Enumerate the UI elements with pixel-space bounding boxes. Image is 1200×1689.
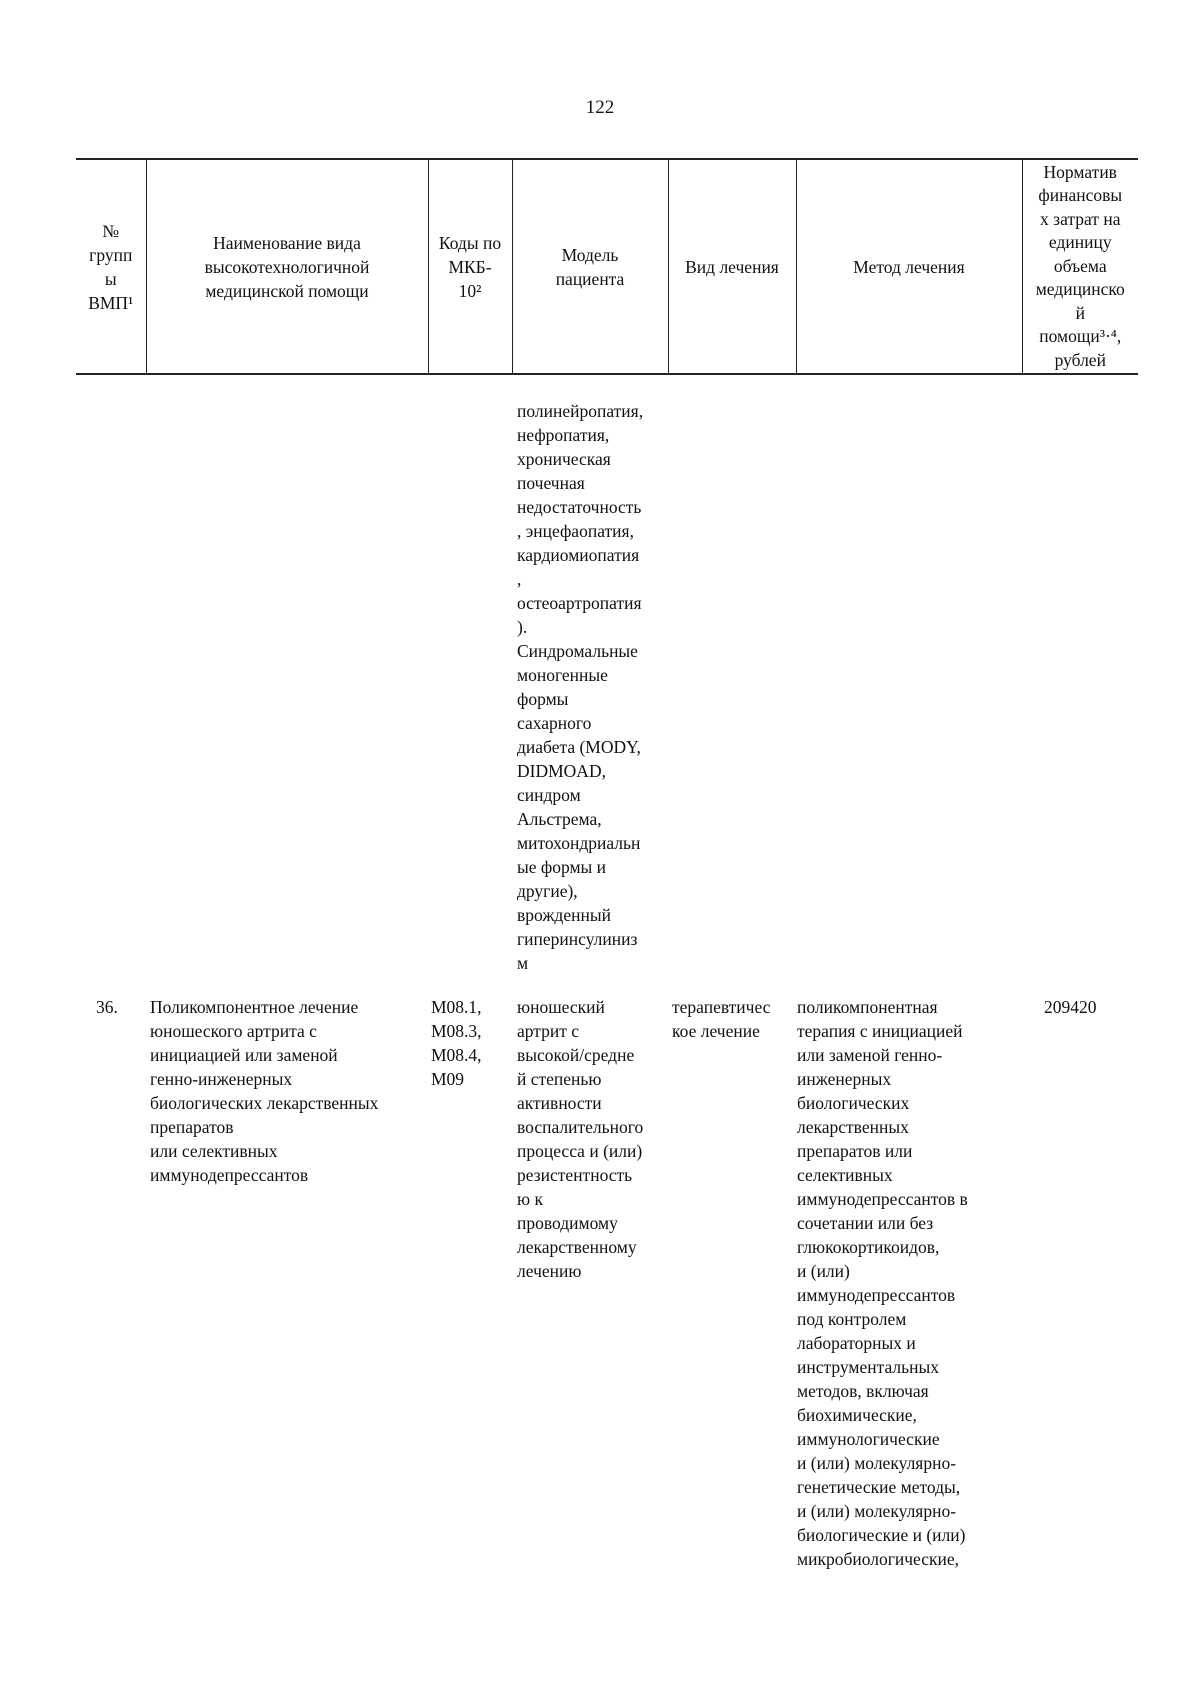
text-line: врожденный: [517, 905, 611, 925]
text-line: хроническая: [517, 449, 611, 469]
text-line: ,: [517, 569, 522, 589]
text-line: групп: [89, 244, 133, 265]
text-line: иммунодепрессантов: [797, 1285, 956, 1305]
text-line: ые формы и: [517, 857, 607, 877]
text-line: сахарного: [517, 713, 592, 733]
text-line: проводимому: [517, 1213, 618, 1233]
text-line: генно-инженерных: [150, 1069, 293, 1089]
text-line: юношеский: [517, 997, 605, 1017]
text-line: Коды по: [438, 232, 502, 253]
text-line: 10²: [458, 280, 482, 301]
text-line: другие),: [517, 881, 578, 901]
text-line: кардиомиопатия: [517, 545, 640, 565]
text-line: лекарственному: [517, 1237, 637, 1257]
page-number: 122: [585, 97, 615, 118]
text-line: №: [102, 220, 120, 241]
text-line: биологические и (или): [797, 1525, 966, 1545]
text-line: селективных: [797, 1165, 893, 1185]
header-icd-codes: [428, 159, 512, 374]
text-line: биологических лекарственных: [150, 1093, 379, 1113]
text-line: инженерных: [797, 1069, 892, 1089]
row36-treatment-kind: [672, 995, 770, 1043]
text-line: высокой/средне: [517, 1045, 635, 1065]
text-line: х затрат на: [1040, 208, 1121, 229]
text-line: ы: [104, 268, 117, 289]
text-line: микробиологические,: [797, 1549, 960, 1569]
text-line: остеоартропатия: [517, 593, 642, 613]
text-line: глюкокортикоидов,: [797, 1237, 940, 1257]
text-line: препаратов или: [797, 1141, 913, 1161]
header-treatment-kind: [668, 159, 796, 374]
text-line: Наименование вида: [213, 232, 361, 253]
header-cost-norm: [1022, 159, 1138, 374]
text-line: Норматив: [1043, 161, 1117, 182]
text-line: под контролем: [797, 1309, 907, 1329]
text-line: препаратов: [150, 1117, 234, 1137]
header-patient-model: [512, 159, 668, 374]
text-line: артрит с: [517, 1021, 580, 1041]
text-line: лечению: [517, 1261, 582, 1281]
text-line: , энцефаопатия,: [517, 521, 634, 541]
text-line: лекарственных: [797, 1117, 909, 1137]
text-line: активности: [517, 1093, 602, 1113]
text-line: синдром: [517, 785, 581, 805]
header-treatment-method: [796, 159, 1022, 374]
row36-cost-norm: 209420: [1044, 997, 1097, 1017]
text-line: иммунодепрессантов в: [797, 1189, 968, 1209]
text-line: Метод лечения: [853, 256, 965, 277]
text-line: и (или) молекулярно-: [797, 1453, 957, 1473]
header-group-number: [76, 159, 146, 374]
text-line: ю к: [517, 1189, 543, 1209]
text-line: M09: [431, 1069, 465, 1089]
text-line: м: [517, 953, 529, 973]
text-line: методов, включая: [797, 1381, 929, 1401]
text-line: единицу: [1048, 232, 1112, 253]
text-line: й степенью: [517, 1069, 602, 1089]
text-line: полинейропатия,: [517, 401, 644, 421]
text-line: МКБ-: [448, 256, 492, 277]
text-line: помощи³·⁴,: [1039, 326, 1122, 347]
row36-patient-model: [517, 995, 643, 1283]
text-line: M08.1,: [431, 997, 482, 1017]
text-line: биохимические,: [797, 1405, 917, 1425]
text-line: Модель: [561, 244, 619, 265]
text-line: пациента: [555, 268, 625, 289]
text-line: или селективных: [150, 1141, 278, 1161]
row36-icd-codes: [431, 995, 482, 1091]
text-line: процесса и (или): [517, 1141, 643, 1161]
text-line: DIDMOAD,: [517, 761, 606, 781]
text-line: терапия с инициацией: [797, 1021, 963, 1041]
text-line: ).: [517, 617, 528, 637]
text-line: или заменой генно-: [797, 1045, 943, 1065]
text-line: медицинской помощи: [205, 280, 369, 301]
text-line: почечная: [517, 473, 585, 493]
text-line: сочетании или без: [797, 1213, 934, 1233]
text-line: юношеского артрита с: [150, 1021, 317, 1041]
text-line: моногенные: [517, 665, 608, 685]
text-line: инициацией или заменой: [150, 1045, 338, 1065]
text-line: рублей: [1054, 349, 1106, 370]
text-line: генетические методы,: [797, 1477, 961, 1497]
row36-number: 36.: [96, 997, 118, 1017]
text-line: поликомпонентная: [797, 997, 938, 1017]
text-line: инструментальных: [797, 1357, 939, 1377]
text-line: терапевтичес: [672, 997, 771, 1017]
text-line: гиперинсулиниз: [517, 929, 638, 949]
text-line: Вид лечения: [685, 256, 779, 277]
row36-treatment-method: [797, 995, 968, 1571]
continuation-patient-model: [517, 399, 643, 975]
text-line: нефропатия,: [517, 425, 610, 445]
text-line: M08.3,: [431, 1021, 482, 1041]
text-line: недостаточность: [517, 497, 642, 517]
text-line: Поликомпонентное лечение: [150, 997, 359, 1017]
text-line: Синдромальные: [517, 641, 638, 661]
text-line: ВМП¹: [88, 292, 134, 313]
text-line: митохондриальн: [517, 833, 641, 853]
row36-care-type-name: [150, 995, 378, 1187]
text-line: резистентность: [517, 1165, 633, 1185]
text-line: высокотехнологичной: [204, 256, 370, 277]
text-line: лабораторных и: [797, 1333, 916, 1353]
text-line: иммунодепрессантов: [150, 1165, 309, 1185]
table-header: [76, 158, 1138, 375]
text-line: биологических: [797, 1093, 910, 1113]
text-line: медицинско: [1035, 279, 1125, 300]
text-line: финансовы: [1038, 185, 1123, 206]
text-line: и (или) молекулярно-: [797, 1501, 957, 1521]
text-line: и (или): [797, 1261, 850, 1281]
text-line: й: [1075, 302, 1085, 323]
text-line: диабета (MODY,: [517, 737, 641, 757]
text-line: M08.4,: [431, 1045, 482, 1065]
header-care-type-name: [146, 159, 428, 374]
text-line: Альстрема,: [517, 809, 602, 829]
text-line: кое лечение: [672, 1021, 760, 1041]
text-line: иммунологические: [797, 1429, 940, 1449]
text-line: формы: [517, 689, 569, 709]
text-line: объема: [1053, 255, 1107, 276]
text-line: воспалительного: [517, 1117, 644, 1137]
